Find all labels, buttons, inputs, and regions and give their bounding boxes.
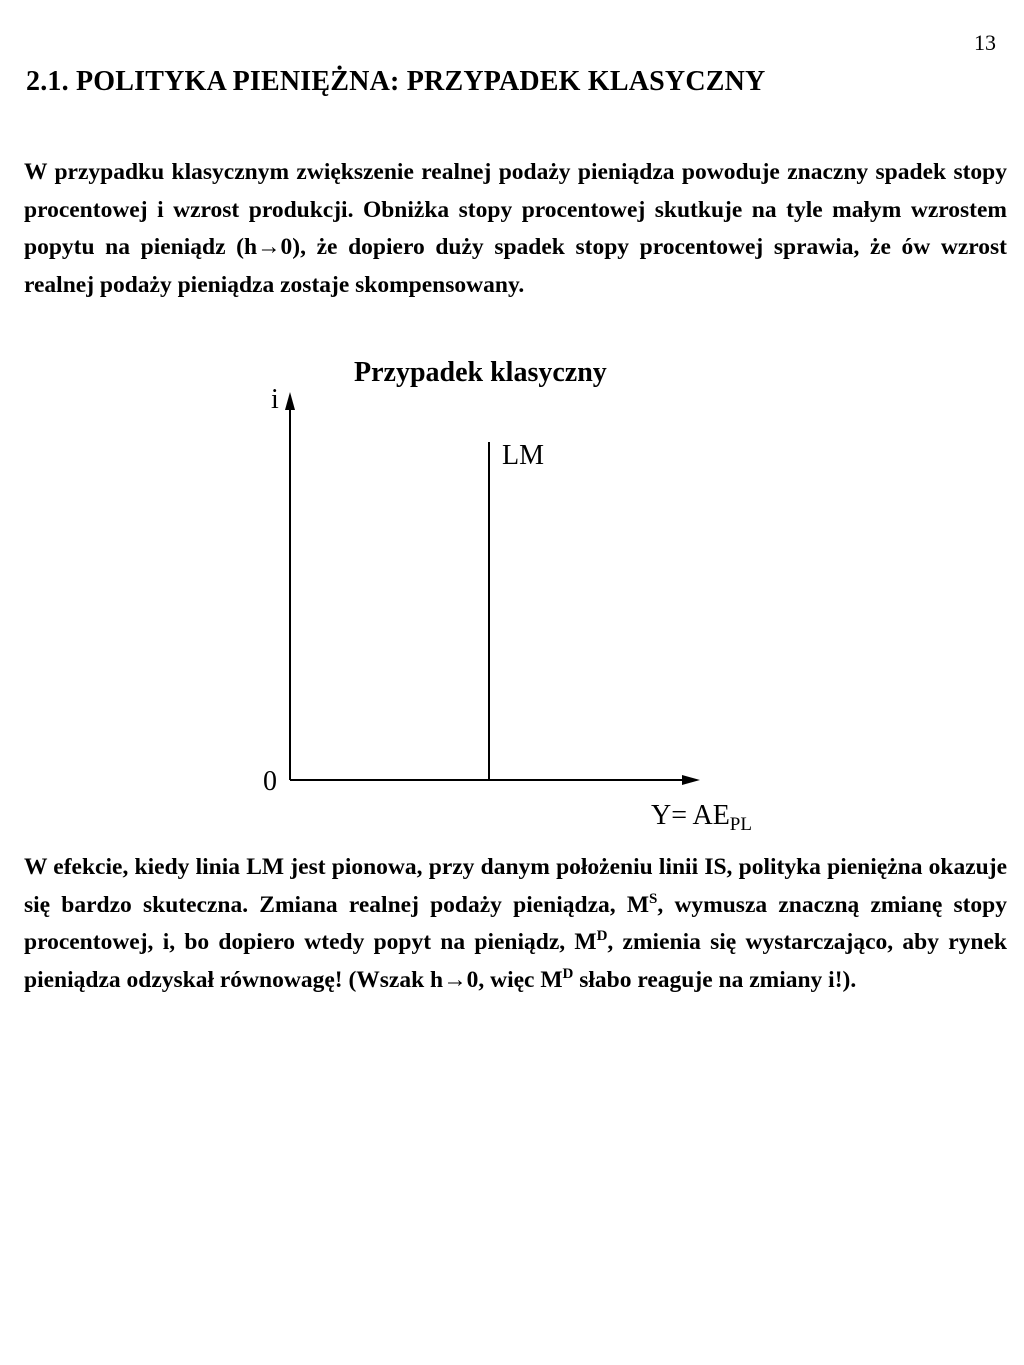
superscript-d: D	[596, 928, 608, 944]
origin-label: 0	[263, 766, 277, 797]
figure-title: Przypadek klasyczny	[354, 357, 607, 388]
page-number: 13	[974, 30, 996, 55]
conclusion-text-3: , zmienia się wystarczająco, aby rynek pieniądza odzyskał równowagę! (Wszak h→0, więc M	[24, 929, 1007, 993]
conclusion-text-1: W efekcie, kiedy linia LM jest pionowa, przy danym położeniu linii IS, polityka pieniężna okazuje się bardzo skuteczna. Zmiana realnej podaży pieniądza, M	[24, 854, 1007, 918]
superscript-s: S	[649, 890, 658, 907]
section-heading: 2.1. POLITYKA PIENIĘŻNA: PRZYPADEK KLASYCZNY	[26, 66, 766, 97]
x-axis-arrowhead	[682, 775, 700, 785]
y-axis-arrowhead	[285, 392, 295, 410]
superscript-d-2: D	[562, 965, 574, 982]
x-axis-label	[651, 800, 752, 835]
conclusion-text-2: , wymusza znaczną zmianę stopy procentowej, i, bo dopiero wtedy popyt na pieniądz, M	[24, 891, 1007, 955]
y-axis-label: i	[271, 384, 279, 415]
lm-curve-label: LM	[502, 440, 544, 471]
conclusion-text-4: słabo reaguje na zmiany i!).	[573, 966, 857, 993]
x-axis-label-subscript: PL	[729, 814, 752, 835]
conclusion-paragraph	[24, 849, 1007, 999]
x-axis-label-main: Y= AE	[651, 800, 730, 831]
intro-paragraph: W przypadku klasycznym zwiększenie realnej podaży pieniądza powoduje znaczny spadek stopy procentowej i wzrost produkcji. Obniżka stopy procentowej skutkuje na tyle małym wzrostem popytu na pieniądz (h→0), że dopiero duży spadek stopy procentowej sprawia, że ów wzrost realnej podaży pieniądza zostaje skompensowany.	[24, 159, 1007, 298]
